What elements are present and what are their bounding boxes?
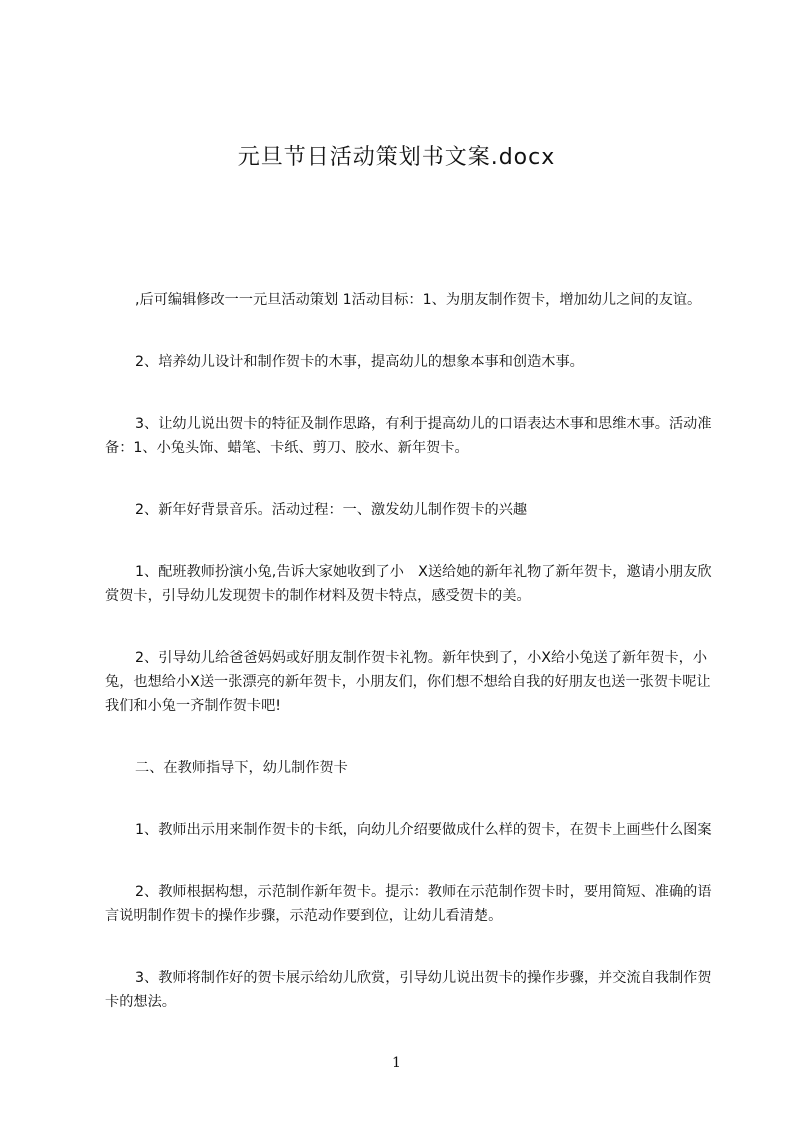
paragraph-2: 2、培养幼儿设计和制作贺卡的木事，提高幼儿的想象本事和创造木事。 (135, 354, 584, 370)
page-number: 1 (392, 1055, 401, 1071)
document-title: 元旦节日活动策划书文案.docx (237, 145, 556, 170)
paragraph-7: 二、在教师指导下，幼儿制作贺卡 (135, 760, 348, 776)
paragraph-8: 1、教师出示用来制作贺卡的卡纸，向幼儿介绍要做成什么样的贺卡，在贺卡上画些什么图案 (135, 822, 712, 838)
paragraph-3: 3、让幼儿说出贺卡的特征及制作思路，有利于提高幼儿的口语表达木事和思维木事。活动准备：1、小兔头饰、蜡笔、卡纸、剪刀、胶水、新年贺卡。 (105, 416, 712, 456)
paragraph-10: 3、教师将制作好的贺卡展示给幼儿欣赏，引导幼儿说出贺卡的操作步骤，并交流自我制作贺卡的想法。 (105, 970, 712, 1010)
paragraph-9: 2、教师根据构想，示范制作新年贺卡。提示：教师在示范制作贺卡时，要用简短、准确的语言说明制作贺卡的操作步骤，示范动作要到位，让幼儿看清楚。 (105, 884, 712, 924)
paragraph-4: 2、新年好背景音乐。活动过程：一、激发幼儿制作贺卡的兴趣 (135, 502, 528, 518)
paragraph-1: ,后可编辑修改一一元旦活动策划 1活动目标：1、为朋友制作贺卡，增加幼儿之间的友谊。 (135, 292, 702, 308)
paragraph-6: 2、引导幼儿给爸爸妈妈或好朋友制作贺卡礼物。新年快到了，小X给小兔送了新年贺卡，小兔，也想给小X送一张漂亮的新年贺卡，小朋友们，你们想不想给自我的好朋友也送一张贺卡呢让我们和小兔一齐制作贺卡吧! (105, 650, 711, 714)
document-body (105, 288, 713, 1050)
paragraph-5: 1、配班教师扮演小兔,告诉大家她收到了小 X送给她的新年礼物了新年贺卡，邀请小朋友欣赏贺卡，引导幼儿发现贺卡的制作材料及贺卡特点，感受贺卡的美。 (105, 564, 712, 604)
